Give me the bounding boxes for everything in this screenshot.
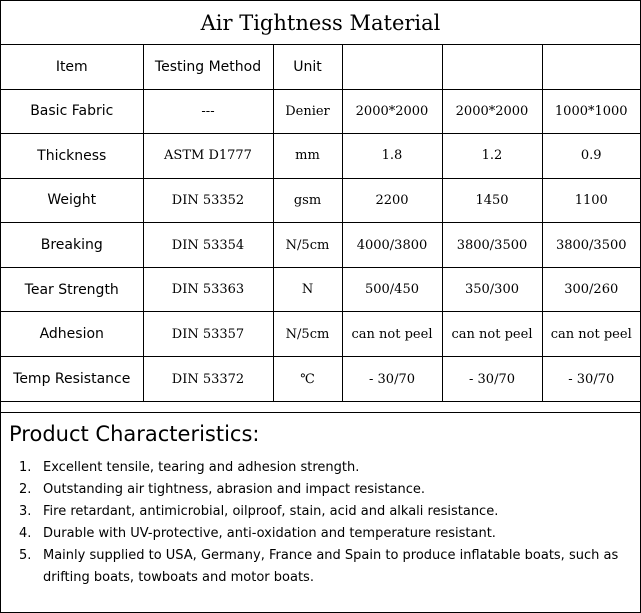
method-cell: DIN 53357 [143, 312, 273, 357]
value-cell: - 30/70 [342, 357, 442, 402]
unit-cell: gsm [273, 178, 342, 223]
method-cell: DIN 53363 [143, 267, 273, 312]
section-divider [1, 402, 640, 413]
value-cell: can not peel [442, 312, 542, 357]
list-number: 3. [19, 504, 32, 520]
spec-table [1, 45, 640, 402]
value-cell: 3800/3500 [542, 223, 640, 268]
method-cell: --- [143, 89, 273, 134]
list-text: Excellent tensile, tearing and adhesion strength. [43, 460, 360, 476]
list-text: Mainly supplied to USA, Germany, France and Spain to produce inflatable boats, such as drifting boats, towboats and motor boats. [43, 548, 619, 586]
unit-cell: Denier [273, 89, 342, 134]
list-text: Durable with UV-protective, anti-oxidation and temperature resistant. [43, 526, 496, 542]
list-text: Fire retardant, antimicrobial, oilproof, stain, acid and alkali resistance. [43, 504, 499, 520]
value-cell: 0.9 [542, 134, 640, 179]
table-row [1, 312, 640, 357]
list-item [9, 545, 640, 589]
value-cell: can not peel [342, 312, 442, 357]
value-cell: - 30/70 [442, 357, 542, 402]
value-cell: 3800/3500 [442, 223, 542, 268]
header-cell-item: Item [1, 45, 143, 89]
unit-cell: N/5cm [273, 312, 342, 357]
item-cell: Temp Resistance [1, 357, 143, 402]
sheet-title: Air Tightness Material [1, 1, 640, 45]
unit-cell: N [273, 267, 342, 312]
value-cell: 2000*2000 [342, 89, 442, 134]
value-cell: 500/450 [342, 267, 442, 312]
table-row [1, 134, 640, 179]
value-cell: 4000/3800 [342, 223, 442, 268]
table-row [1, 267, 640, 312]
list-item [9, 523, 640, 545]
value-cell: 1000*1000 [542, 89, 640, 134]
method-cell: DIN 53352 [143, 178, 273, 223]
item-cell: Breaking [1, 223, 143, 268]
item-cell: Tear Strength [1, 267, 143, 312]
list-number: 2. [19, 482, 32, 498]
list-number: 1. [19, 460, 32, 476]
item-cell: Thickness [1, 134, 143, 179]
unit-cell: mm [273, 134, 342, 179]
characteristics-list [9, 457, 640, 589]
value-cell: 1450 [442, 178, 542, 223]
unit-cell: N/5cm [273, 223, 342, 268]
table-row [1, 223, 640, 268]
header-cell-blank [342, 45, 442, 89]
value-cell: 350/300 [442, 267, 542, 312]
list-number: 5. [19, 548, 32, 564]
list-item [9, 457, 640, 479]
value-cell: 1.2 [442, 134, 542, 179]
unit-cell: ℃ [273, 357, 342, 402]
item-cell: Adhesion [1, 312, 143, 357]
header-cell-blank [442, 45, 542, 89]
item-cell: Weight [1, 178, 143, 223]
item-cell: Basic Fabric [1, 89, 143, 134]
list-item [9, 501, 640, 523]
value-cell: 1.8 [342, 134, 442, 179]
value-cell: can not peel [542, 312, 640, 357]
header-cell-unit: Unit [273, 45, 342, 89]
method-cell: DIN 53354 [143, 223, 273, 268]
product-characteristics [1, 413, 640, 589]
table-header-row [1, 45, 640, 89]
value-cell: 1100 [542, 178, 640, 223]
value-cell: 2200 [342, 178, 442, 223]
table-row [1, 357, 640, 402]
header-cell-testing-method: Testing Method [143, 45, 273, 89]
method-cell: ASTM D1777 [143, 134, 273, 179]
list-text: Outstanding air tightness, abrasion and impact resistance. [43, 482, 426, 498]
value-cell: 2000*2000 [442, 89, 542, 134]
table-row [1, 178, 640, 223]
method-cell: DIN 53372 [143, 357, 273, 402]
value-cell: - 30/70 [542, 357, 640, 402]
characteristics-heading: Product Characteristics: [9, 422, 260, 447]
list-number: 4. [19, 526, 32, 542]
table-row [1, 89, 640, 134]
header-cell-blank [542, 45, 640, 89]
list-item [9, 479, 640, 501]
value-cell: 300/260 [542, 267, 640, 312]
